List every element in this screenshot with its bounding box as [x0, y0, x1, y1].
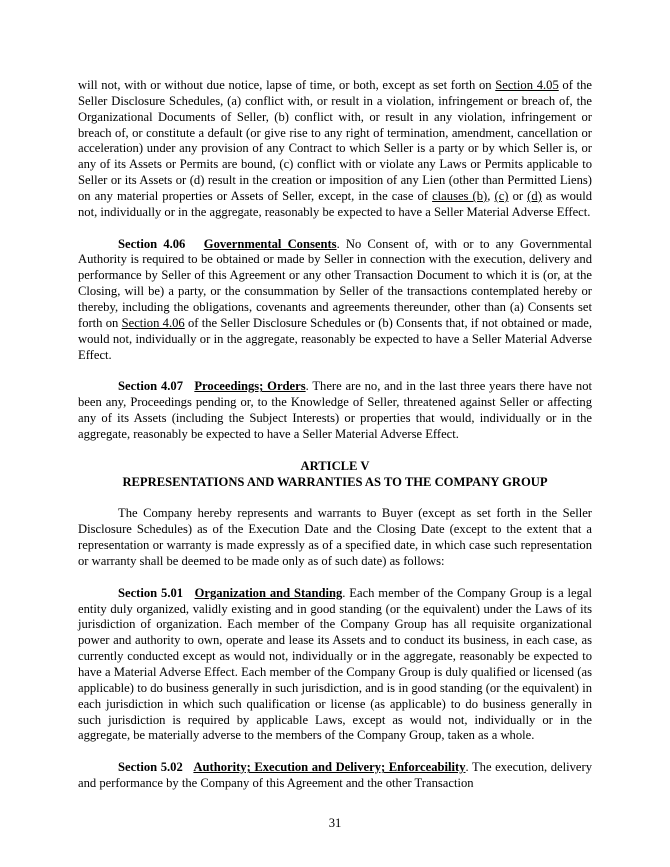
section-heading: Governmental Consents	[203, 236, 337, 251]
page-number: 31	[328, 816, 342, 830]
clause-reference: clauses (b)	[432, 188, 488, 203]
clause-reference: (d)	[527, 188, 542, 203]
section-reference: Section 4.06	[121, 315, 185, 330]
article-heading	[78, 459, 592, 491]
section-5-02: Section 5.02 Authority; Execution and Delivery; Enforceability. The execution, delivery and performance by the Company of this Agreement and the other Transaction	[78, 760, 592, 791]
section-number: Section 4.06	[118, 236, 186, 251]
article-title: REPRESENTATIONS AND WARRANTIES AS TO THE COMPANY GROUP	[122, 474, 548, 489]
section-4-07: Section 4.07 Proceedings; Orders. There are no, and in the last three years there have not been any, Proceedings pending or, to the Knowledge of Seller, threatened against Seller or affecting any of its Assets (including the Subject Interests) or properties that would, individually or in the aggregate, reasonably be expected to have a Seller Material Adverse Effect.	[78, 379, 592, 441]
section-number: Section 5.01	[118, 585, 184, 600]
section-number: Section 5.02	[118, 760, 183, 775]
article-intro-paragraph: The Company hereby represents and warrants to Buyer (except as set forth in the Seller Disclosure Schedules) as of the Execution Date and the Closing Date (except to the extent that a representation or warranty is made expressly as of a specified date, in which case such representation or warranty shall be deemed to be made only as of such date) as follows:	[78, 506, 592, 568]
section-4-06: Section 4.06 Governmental Consents. No Consent of, with or to any Governmental Authority is required to be obtained or made by Seller in connection with the execution, delivery and performance by Seller of this Agreement or any other Transaction Document to which it is (or, at the Closing, will be) a party, or the consummation by Seller of the transactions contemplated hereby or thereby, including the obligations, covenants and agreements thereunder, other than (a) Consents set forth on Section 4.06 of the Seller Disclosure Schedules or (b) Consents that, if not obtained or made, would not, individually or in the aggregate, reasonably be expected to have a Seller Material Adverse Effect.	[78, 236, 593, 362]
paragraph-continuation: will not, with or without due notice, lapse of time, or both, except as set forth on Section 4.05 of the Seller Disclosure Schedules, (a) conflict with, or result in a violation, infringement or breach of, the Organizational Documents of Seller, (b) conflict with, or result in any violation, infringement or breach of, or constitute a default (or give rise to any right of termination, amendment, cancellation or acceleration) under any provision of any Contract to which Seller is a party or by which Seller is, or any of its Assets or Permits are bound, (c) conflict with or violate any Laws or Permits applicable to Seller or its Assets or (d) result in the creation or imposition of any Lien (other than Permitted Liens) on any material properties or Assets of Seller, except, in the case of clauses (b), (c) or (d) as would not, individually or in the aggregate, reasonably be expected to have a Seller Material Adverse Effect.	[78, 78, 592, 219]
clause-reference: (c)	[494, 188, 509, 203]
section-heading: Proceedings; Orders	[194, 379, 306, 394]
section-number: Section 4.07	[118, 379, 183, 394]
document-body	[78, 78, 592, 792]
section-heading: Authority; Execution and Delivery; Enforceability	[193, 760, 466, 775]
section-5-01: Section 5.01 Organization and Standing. Each member of the Company Group is a legal entity duly organized, validly existing and in good standing (or the equivalent) under the Laws of its jurisdiction of organization. Each member of the Company Group has all requisite organizational power and authority to own, operate and lease its Assets and to conduct its business, in each case, as currently conducted except as would not, individually or in the aggregate, reasonably be expected to have a Material Adverse Effect. Each member of the Company Group is duly qualified or licensed (as applicable) to do business generally in such jurisdiction, and is in good standing (or the equivalent) in each jurisdiction in which such qualification or license (as applicable) to do business generally in such jurisdiction is required by applicable Laws, except as would not, individually or in the aggregate, be materially adverse to the members of the Company Group, taken as a whole.	[78, 585, 592, 743]
section-heading: Organization and Standing	[194, 585, 343, 600]
article-number: ARTICLE V	[300, 458, 370, 473]
section-reference: Section 4.05	[495, 78, 559, 92]
